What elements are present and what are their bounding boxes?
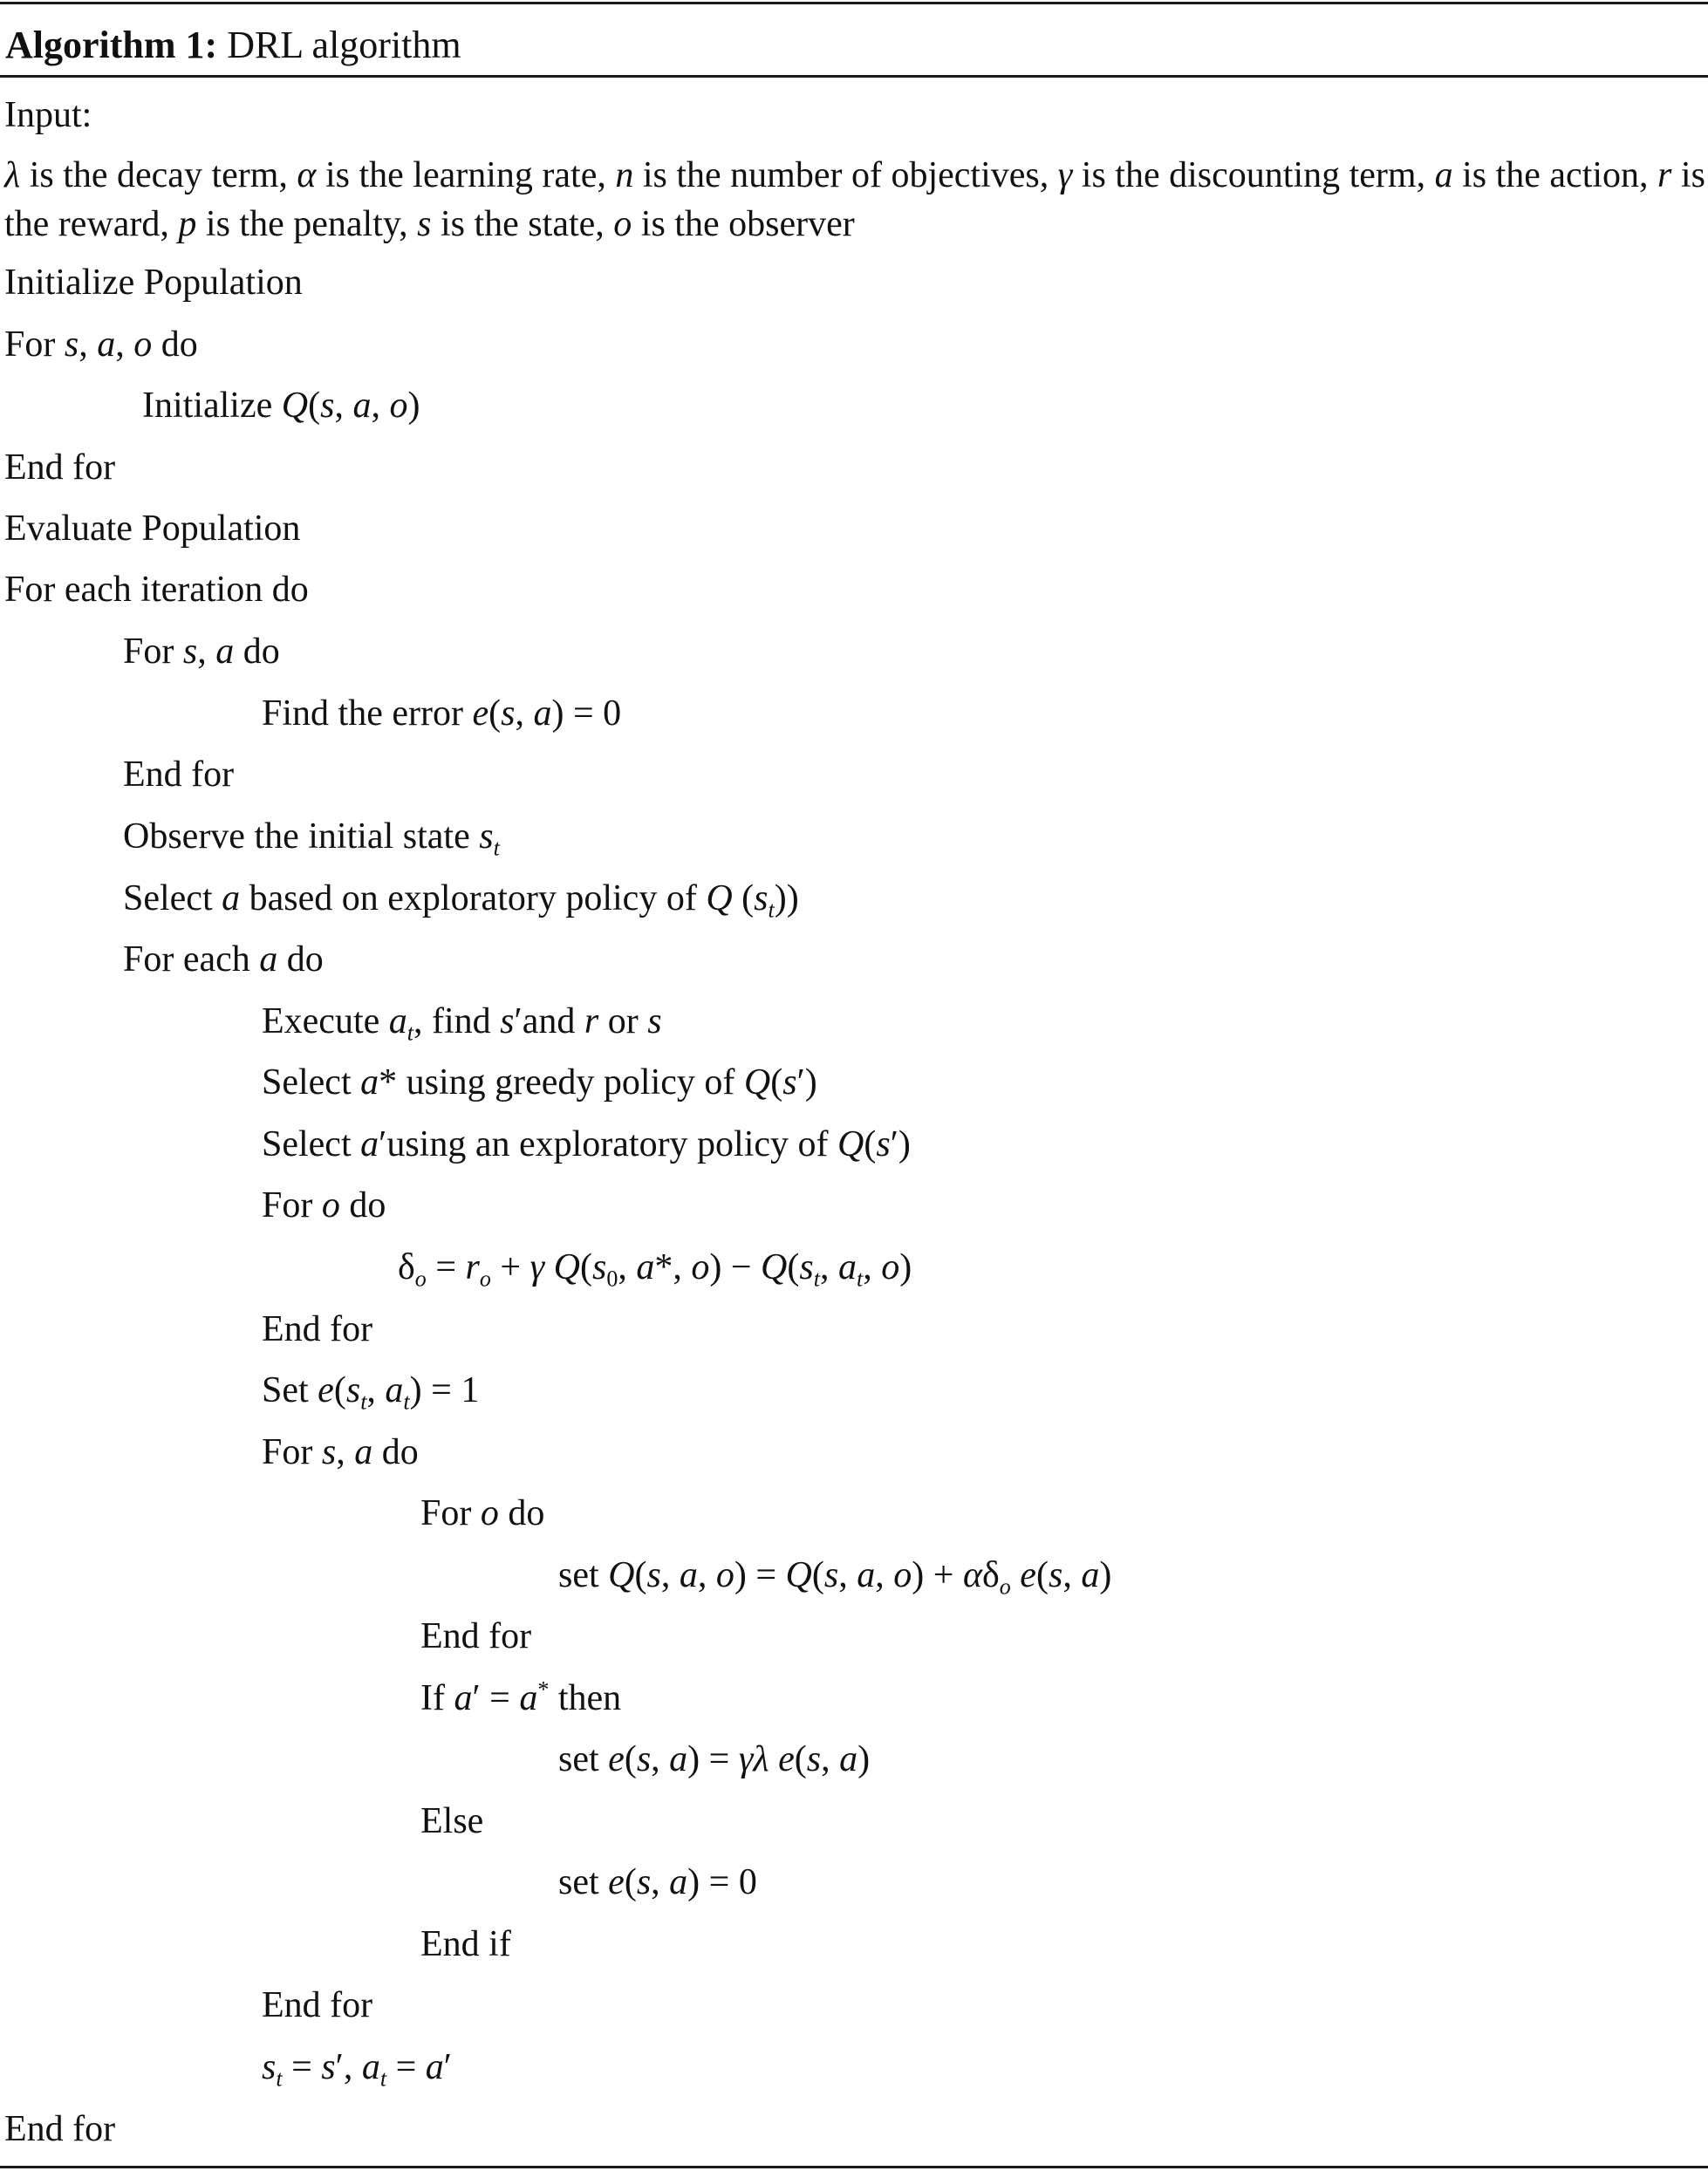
step-end-for: End for xyxy=(123,754,235,795)
step-else: Else xyxy=(420,1801,484,1841)
algorithm-title: DRL algorithm xyxy=(227,24,461,66)
step-select-exploratory: Select a′using an exploratory policy of Q(s′) xyxy=(262,1124,911,1164)
step-end-for: End for xyxy=(262,1309,373,1349)
step-for-each-a: For each a do xyxy=(123,939,324,980)
parameter-definitions: λ is the decay term, α is the learning rate, n is the number of objectives, γ is the discounting term, a is the action, r is the reward, p is the penalty, s is the state, o is the observer xyxy=(4,155,1705,244)
step-for-o: For o do xyxy=(420,1493,545,1533)
top-rule xyxy=(0,2,1708,4)
step-observe-state: Observe the initial state $s_t$ xyxy=(123,816,500,861)
step-for-s-a-o: For s, a, o do xyxy=(4,324,198,365)
input-heading: Input: xyxy=(4,95,92,135)
step-for-each-iteration: For each iteration do xyxy=(4,570,309,610)
step-decay-trace: set e(s, a) = γλ e(s, a) xyxy=(558,1739,871,1779)
bottom-rule xyxy=(0,2166,1708,2168)
step-execute: Execute $a_t$, find s′and r or s xyxy=(262,1001,662,1046)
step-for-o: For o do xyxy=(262,1185,386,1225)
step-reset-trace: set e(s, a) = 0 xyxy=(558,1862,757,1902)
algorithm-caption xyxy=(5,21,461,70)
step-evaluate-population: Evaluate Population xyxy=(4,509,301,549)
step-td-error: $\delta_o = r_o + \gamma$ $Q(s_0$, a*, $o) - Q(s_t$, $a_t$, o) xyxy=(398,1247,912,1292)
step-end-for: End for xyxy=(262,1985,373,2025)
step-for-s-a: For s, a do xyxy=(262,1432,419,1472)
step-initialize-q: Initialize Q(s, a, o) xyxy=(142,386,420,426)
algorithm-label: Algorithm 1: xyxy=(5,24,218,66)
step-end-for: End for xyxy=(4,2109,116,2149)
step-initialize-population: Initialize Population xyxy=(4,263,303,303)
step-end-if: End if xyxy=(420,1924,511,1964)
step-select-action: Select a based on exploratory policy of Q $(s_t)$) xyxy=(123,878,799,923)
step-update-q: set Q(s, a, o) = Q(s, a, $o) + \alpha\delta_o$ e(s, a) xyxy=(558,1555,1112,1600)
step-end-for: End for xyxy=(420,1616,532,1656)
step-find-error: Find the error e(s, a) = 0 xyxy=(262,693,622,734)
step-if-greedy: If a′ = a* then xyxy=(420,1676,622,1718)
step-end-for: End for xyxy=(4,447,116,488)
step-select-greedy: Select a* using greedy policy of Q(s′) xyxy=(262,1062,817,1103)
step-advance-state: $s_t = s'$, $a_t = a'$ xyxy=(262,2047,452,2092)
step-for-s-a: For s, a do xyxy=(123,632,280,672)
caption-rule xyxy=(0,75,1708,78)
step-set-trace-one: Set $e(s_t$, $a_t) = 1$ xyxy=(262,1370,480,1415)
